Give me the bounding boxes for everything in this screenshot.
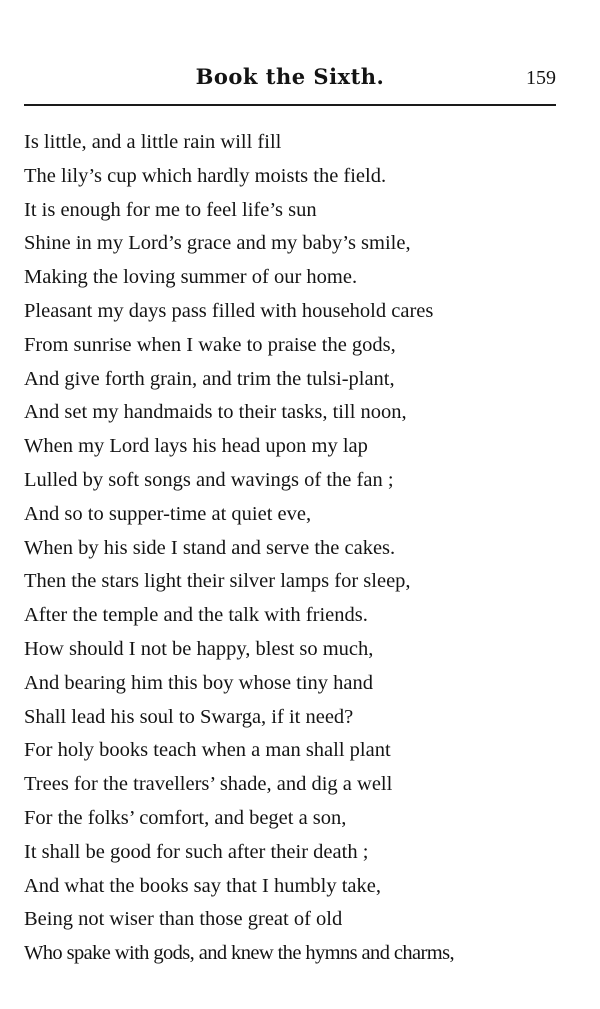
poem-line: And give forth grain, and trim the tulsi-plant, xyxy=(24,367,395,390)
poem-line: Who spake with gods, and knew the hymns and charms, xyxy=(24,942,454,965)
header-rule xyxy=(24,104,556,106)
poem-line: When by his side I stand and serve the cakes. xyxy=(24,536,396,559)
poem-line: For holy books teach when a man shall plant xyxy=(24,739,391,762)
poem-text xyxy=(24,126,584,971)
running-title: Book the Sixth. xyxy=(195,64,385,89)
poem-line: After the temple and the talk with friends. xyxy=(24,604,368,627)
poem-line: Then the stars light their silver lamps for sleep, xyxy=(24,570,411,593)
poem-line: Shine in my Lord’s grace and my baby’s smile, xyxy=(24,232,411,255)
poem-line: And set my handmaids to their tasks, till noon, xyxy=(24,401,407,424)
poem-line: Lulled by soft songs and wavings of the fan ; xyxy=(24,468,394,491)
poem-line: How should I not be happy, blest so much, xyxy=(24,637,374,660)
poem-line: For the folks’ comfort, and beget a son, xyxy=(24,806,347,829)
poem-line: Making the loving summer of our home. xyxy=(24,266,358,289)
poem-line: Is little, and a little rain will fill xyxy=(24,131,282,153)
poem-line: It is enough for me to feel life’s sun xyxy=(24,198,317,221)
poem-line: Pleasant my days pass filled with household cares xyxy=(24,299,434,322)
poem-line: And bearing him this boy whose tiny hand xyxy=(24,671,374,694)
poem-line: And what the books say that I humbly take, xyxy=(24,874,381,897)
poem-line: From sunrise when I wake to praise the gods, xyxy=(24,333,396,356)
poem-line: Being not wiser than those great of old xyxy=(24,908,343,931)
poem-line: The lily’s cup which hardly moists the field. xyxy=(24,164,387,187)
poem-line: It shall be good for such after their death ; xyxy=(24,840,369,863)
running-head xyxy=(24,62,556,96)
poem-line: Shall lead his soul to Swarga, if it need? xyxy=(24,705,354,728)
poem-line: When my Lord lays his head upon my lap xyxy=(24,435,368,458)
poem-line: And so to supper-time at quiet eve, xyxy=(24,502,312,525)
page-number: 159 xyxy=(526,67,556,89)
poem-line: Trees for the travellers’ shade, and dig a well xyxy=(24,773,393,796)
